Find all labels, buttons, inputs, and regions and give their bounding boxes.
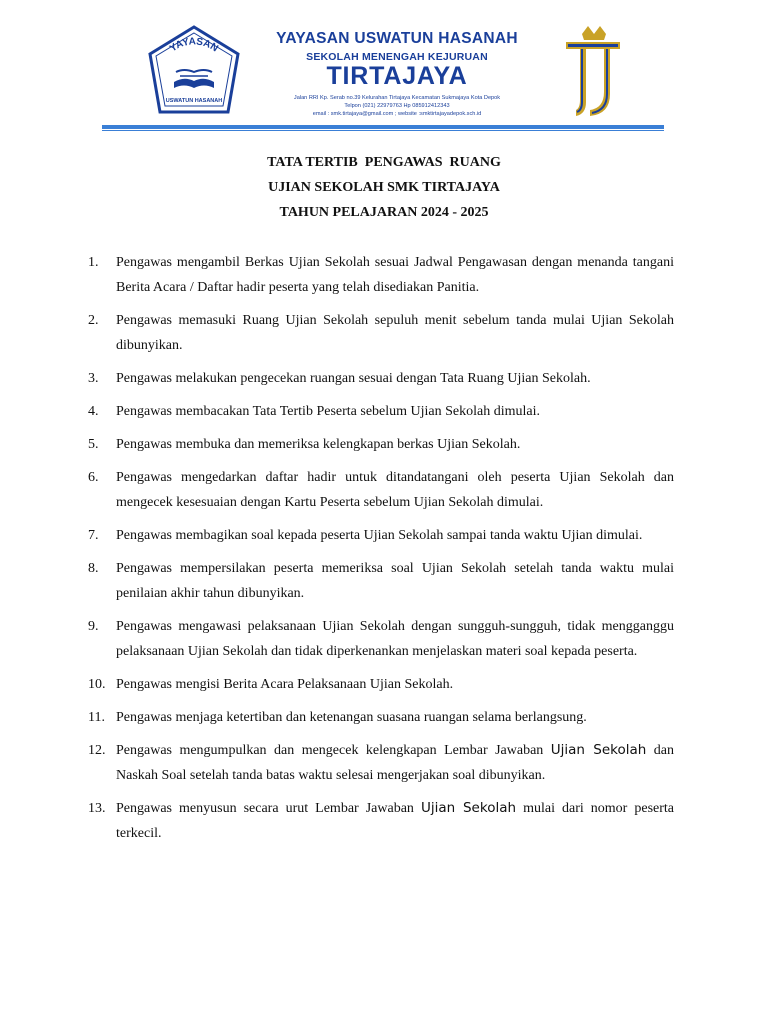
rule-text: Pengawas membagikan soal kepada peserta Ujian Sekolah sampai tanda waktu Ujian dimulai.	[116, 528, 643, 543]
rule-item	[88, 308, 674, 358]
rules-list	[88, 250, 674, 854]
letterhead	[0, 0, 768, 140]
rule-item	[88, 614, 674, 664]
rule-number: 6.	[88, 470, 99, 485]
rule-number: 1.	[88, 255, 99, 270]
rule-text-before: Pengawas menyusun secara urut Lembar Jawaban	[116, 801, 421, 816]
rule-number: 5.	[88, 437, 99, 452]
logo-bottom-text: USWATUN HASANAH	[165, 98, 223, 104]
rule-text: Pengawas membuka dan memeriksa kelengkapan berkas Ujian Sekolah.	[116, 437, 521, 452]
tirtajaya-monogram-logo	[560, 24, 626, 120]
document-title	[0, 150, 768, 225]
rule-item	[88, 672, 674, 697]
rule-text: Pengawas melakukan pengecekan ruangan sesuai dengan Tata Ruang Ujian Sekolah.	[116, 371, 591, 386]
title-line-2: UJIAN SEKOLAH SMK TIRTAJAYA	[268, 180, 500, 195]
rule-number: 7.	[88, 528, 99, 543]
rule-item	[88, 250, 674, 300]
rule-number: 9.	[88, 619, 99, 634]
rule-number: 10.	[88, 677, 106, 692]
title-line-3: TAHUN PELAJARAN 2024 - 2025	[279, 205, 489, 220]
rule-item	[88, 796, 674, 846]
rule-text-sans: Ujian Sekolah	[420, 800, 517, 816]
rule-number: 2.	[88, 313, 99, 328]
header-divider	[102, 125, 664, 129]
rule-number: 4.	[88, 404, 99, 419]
rule-item	[88, 705, 674, 730]
rule-item	[88, 366, 674, 391]
rule-item	[88, 523, 674, 548]
school-name: TIRTAJAYA	[326, 62, 468, 90]
rule-item	[88, 738, 674, 788]
rule-text: Pengawas mengisi Berita Acara Pelaksanaan Ujian Sekolah.	[116, 677, 454, 692]
rule-text-before: Pengawas mengumpulkan dan mengecek kelengkapan Lembar Jawaban	[116, 743, 551, 758]
rule-text: Pengawas menjaga ketertiban dan ketenangan suasana ruangan selama berlangsung.	[116, 710, 587, 725]
rule-text: Pengawas mengedarkan daftar hadir untuk ditandatangani oleh peserta Ujian Sekolah dan mengecek kesesuaian dengan Kartu Peserta sebelum Ujian Sekolah dimulai.	[116, 470, 674, 510]
rule-text-sans: Ujian Sekolah	[550, 742, 647, 758]
rule-item	[88, 432, 674, 457]
rule-text: Pengawas mengawasi pelaksanaan Ujian Sekolah dengan sungguh-sungguh, tidak mengganggu pelaksanaan Ujian Sekolah dan tidak diperkenankan menjelaskan materi soal kepada peserta.	[116, 619, 674, 659]
school-address: Jalan RRI Kp. Serab no.39 Kelurahan Tirtajaya Kecamatan Sukmajaya Kota Depok	[293, 95, 501, 101]
rule-text-after: dan Naskah Soal setelah tanda batas waktu selesai mengerjakan soal dibunyikan.	[116, 743, 674, 783]
rule-item	[88, 556, 674, 606]
rule-item	[88, 465, 674, 515]
rule-number: 13.	[88, 801, 106, 816]
rule-text: Pengawas mempersilakan peserta memeriksa soal Ujian Sekolah setelah tanda waktu mulai penilaian akhir tahun dibunyikan.	[116, 561, 674, 601]
org-name: YAYASAN USWATUN HASANAH	[276, 30, 518, 47]
title-line-1: TATA TERTIB PENGAWAS RUANG	[267, 155, 501, 170]
rule-number: 3.	[88, 371, 99, 386]
rule-text: Pengawas mengambil Berkas Ujian Sekolah sesuai Jadwal Pengawasan dengan menanda tangani Berita Acara / Daftar hadir peserta yang telah disediakan Panitia.	[116, 255, 674, 295]
school-type: SEKOLAH MENENGAH KEJURUAN	[306, 51, 488, 63]
rule-number: 8.	[88, 561, 99, 576]
rule-number: 11.	[88, 710, 105, 725]
logo-top-text: YAYASAN	[167, 36, 220, 55]
header-divider-thin	[102, 130, 664, 131]
school-contact: email : smk.tirtajaya@gmail.com ; website :smktirtajayadepok.sch.id	[312, 111, 482, 117]
rule-item	[88, 399, 674, 424]
rule-number: 12.	[88, 743, 106, 758]
school-phone: Telpon (021) 22979763 Hp 085912412343	[344, 103, 450, 109]
yayasan-logo	[146, 24, 242, 116]
rule-text: Pengawas memasuki Ruang Ujian Sekolah sepuluh menit sebelum tanda mulai Ujian Sekolah dibunyikan.	[116, 313, 674, 353]
rule-text: Pengawas membacakan Tata Tertib Peserta sebelum Ujian Sekolah dimulai.	[116, 404, 541, 419]
rule-text-after: mulai dari nomor peserta terkecil.	[116, 801, 674, 841]
